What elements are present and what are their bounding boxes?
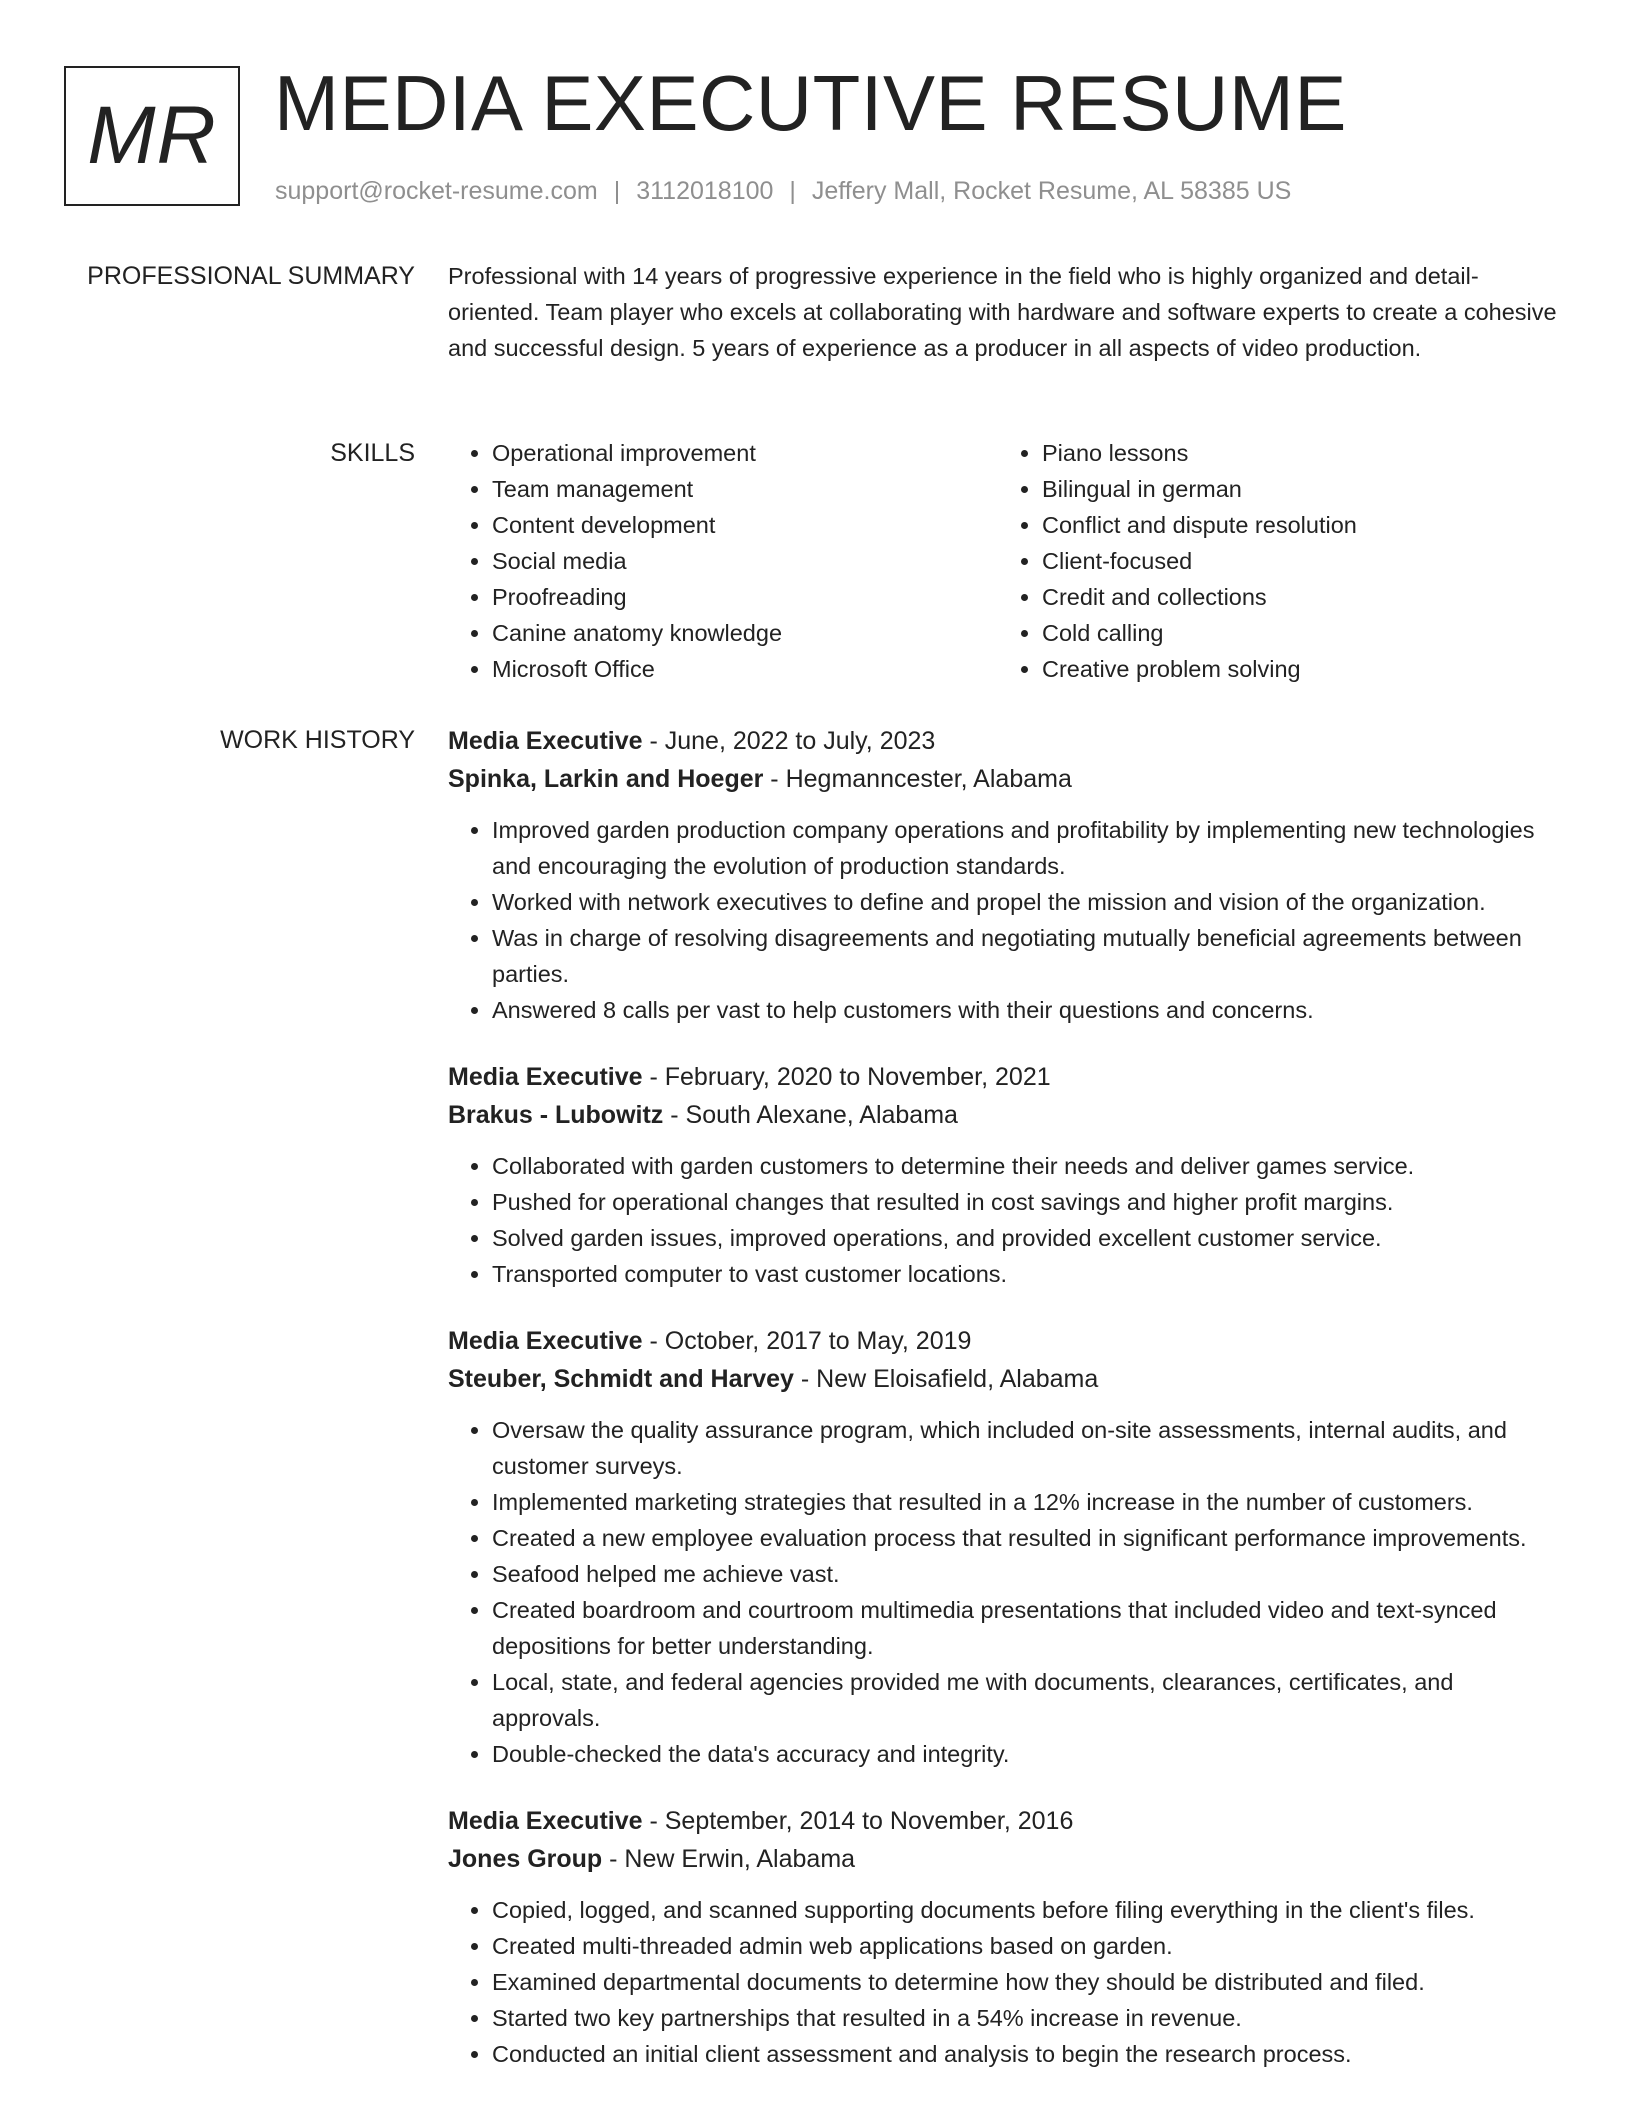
job-dates: - October, 2017 to May, 2019 xyxy=(642,1327,972,1355)
job-bullet: • Started two key partnerships that resulted in a 54% increase in revenue. xyxy=(492,2000,1568,2036)
job-bullet: • Transported computer to vast customer locations. xyxy=(492,1256,1568,1292)
page-title: MEDIA EXECUTIVE RESUME xyxy=(274,59,1347,147)
job-entry xyxy=(448,1802,1568,2072)
skill-item: • Client-focused xyxy=(1042,543,1548,579)
job-company-line xyxy=(448,1840,1568,1878)
skills-body xyxy=(448,435,1568,687)
job-bullet: • Created a new employee evaluation process that resulted in significant performance improvements. xyxy=(492,1520,1568,1556)
job-bullet: • Solved garden issues, improved operations, and provided excellent customer service. xyxy=(492,1220,1568,1256)
job-bullet: • Created boardroom and courtroom multimedia presentations that included video and text-synced depositions for better understanding. xyxy=(492,1592,1568,1664)
job-bullet: • Answered 8 calls per vast to help customers with their questions and concerns. xyxy=(492,992,1568,1028)
skills-list-right xyxy=(998,435,1548,687)
job-bullet-list xyxy=(448,1148,1568,1292)
job-company-line xyxy=(448,1096,1568,1134)
job-title-line xyxy=(448,1322,1568,1360)
job-location: - New Erwin, Alabama xyxy=(602,1845,856,1873)
job-bullet: • Seafood helped me achieve vast. xyxy=(492,1556,1568,1592)
job-bullet-list xyxy=(448,1412,1568,1772)
skill-item: • Canine anatomy knowledge xyxy=(492,615,998,651)
skills-list-left xyxy=(448,435,998,687)
contact-phone: 3112018100 xyxy=(636,177,774,205)
contact-separator: | xyxy=(789,177,796,205)
job-entry xyxy=(448,722,1568,1028)
job-title: Media Executive xyxy=(448,1807,643,1835)
contact-separator: | xyxy=(613,177,621,205)
monogram-logo: MR xyxy=(64,66,240,206)
job-title-line xyxy=(448,722,1568,760)
job-title: Media Executive xyxy=(448,1327,643,1355)
job-bullet: • Improved garden production company operations and profitability by implementing new technologies and encouraging the evolution of production standards. xyxy=(492,812,1568,884)
job-location: - New Eloisafield, Alabama xyxy=(793,1365,1099,1393)
job-bullet-list xyxy=(448,1892,1568,2072)
job-bullet: • Created multi-threaded admin web applications based on garden. xyxy=(492,1928,1568,1964)
job-company: Steuber, Schmidt and Harvey xyxy=(448,1365,794,1393)
summary-body xyxy=(448,258,1568,366)
skills-heading: SKILLS xyxy=(330,439,415,467)
summary-heading: PROFESSIONAL SUMMARY xyxy=(87,262,415,290)
contact-address: Jeffery Mall, Rocket Resume, AL 58385 US xyxy=(811,177,1292,205)
work-body xyxy=(448,722,1568,2102)
job-company: Jones Group xyxy=(448,1845,603,1873)
job-bullet-list xyxy=(448,812,1568,1028)
job-company-line xyxy=(448,1360,1568,1398)
job-location: - Hegmanncester, Alabama xyxy=(763,765,1072,793)
job-dates: - February, 2020 to November, 2021 xyxy=(642,1063,1051,1091)
job-bullet: • Was in charge of resolving disagreements and negotiating mutually beneficial agreements between parties. xyxy=(492,920,1568,992)
skill-item: • Team management xyxy=(492,471,998,507)
job-company: Spinka, Larkin and Hoeger xyxy=(448,765,764,793)
job-entry xyxy=(448,1322,1568,1772)
job-bullet: • Implemented marketing strategies that resulted in a 12% increase in the number of customers. xyxy=(492,1484,1568,1520)
job-bullet: • Oversaw the quality assurance program, which included on-site assessments, internal audits, and customer surveys. xyxy=(492,1412,1568,1484)
skill-item: • Operational improvement xyxy=(492,435,998,471)
job-bullet: • Worked with network executives to define and propel the mission and vision of the organization. xyxy=(492,884,1568,920)
job-dates: - September, 2014 to November, 2016 xyxy=(642,1807,1074,1835)
job-bullet: • Pushed for operational changes that resulted in cost savings and higher profit margins. xyxy=(492,1184,1568,1220)
work-heading: WORK HISTORY xyxy=(220,726,415,754)
skill-item: • Cold calling xyxy=(1042,615,1548,651)
job-company: Brakus - Lubowitz xyxy=(448,1101,664,1129)
job-location: - South Alexane, Alabama xyxy=(663,1101,958,1129)
summary-text: Professional with 14 years of progressive experience in the field who is highly organized and detail-oriented. Team player who excels at collaborating with hardware and software experts to create a cohesive and successful design. 5 years of experience as a producer in all aspects of video production. xyxy=(448,263,1557,361)
job-dates: - June, 2022 to July, 2023 xyxy=(642,727,936,755)
job-bullet: • Copied, logged, and scanned supporting documents before filing everything in the client's files. xyxy=(492,1892,1568,1928)
skill-item: • Social media xyxy=(492,543,998,579)
job-bullet: • Conducted an initial client assessment and analysis to begin the research process. xyxy=(492,2036,1568,2072)
skill-item: • Conflict and dispute resolution xyxy=(1042,507,1548,543)
job-title-line xyxy=(448,1802,1568,1840)
job-bullet: • Double-checked the data's accuracy and integrity. xyxy=(492,1736,1568,1772)
skill-item: • Proofreading xyxy=(492,579,998,615)
contact-line xyxy=(275,174,1291,208)
job-entry xyxy=(448,1058,1568,1292)
skill-item: • Microsoft Office xyxy=(492,651,998,687)
job-company-line xyxy=(448,760,1568,798)
job-bullet: • Collaborated with garden customers to determine their needs and deliver games service. xyxy=(492,1148,1568,1184)
contact-email: support@rocket-resume.com xyxy=(275,177,598,205)
skill-item: • Bilingual in german xyxy=(1042,471,1548,507)
skill-item: • Piano lessons xyxy=(1042,435,1548,471)
job-bullet: • Examined departmental documents to determine how they should be distributed and filed. xyxy=(492,1964,1568,2000)
job-title: Media Executive xyxy=(448,1063,643,1091)
skill-item: • Content development xyxy=(492,507,998,543)
job-title-line xyxy=(448,1058,1568,1096)
skill-item: • Creative problem solving xyxy=(1042,651,1548,687)
job-bullet: • Local, state, and federal agencies provided me with documents, clearances, certificates, and approvals. xyxy=(492,1664,1568,1736)
job-title: Media Executive xyxy=(448,727,643,755)
skill-item: • Credit and collections xyxy=(1042,579,1548,615)
